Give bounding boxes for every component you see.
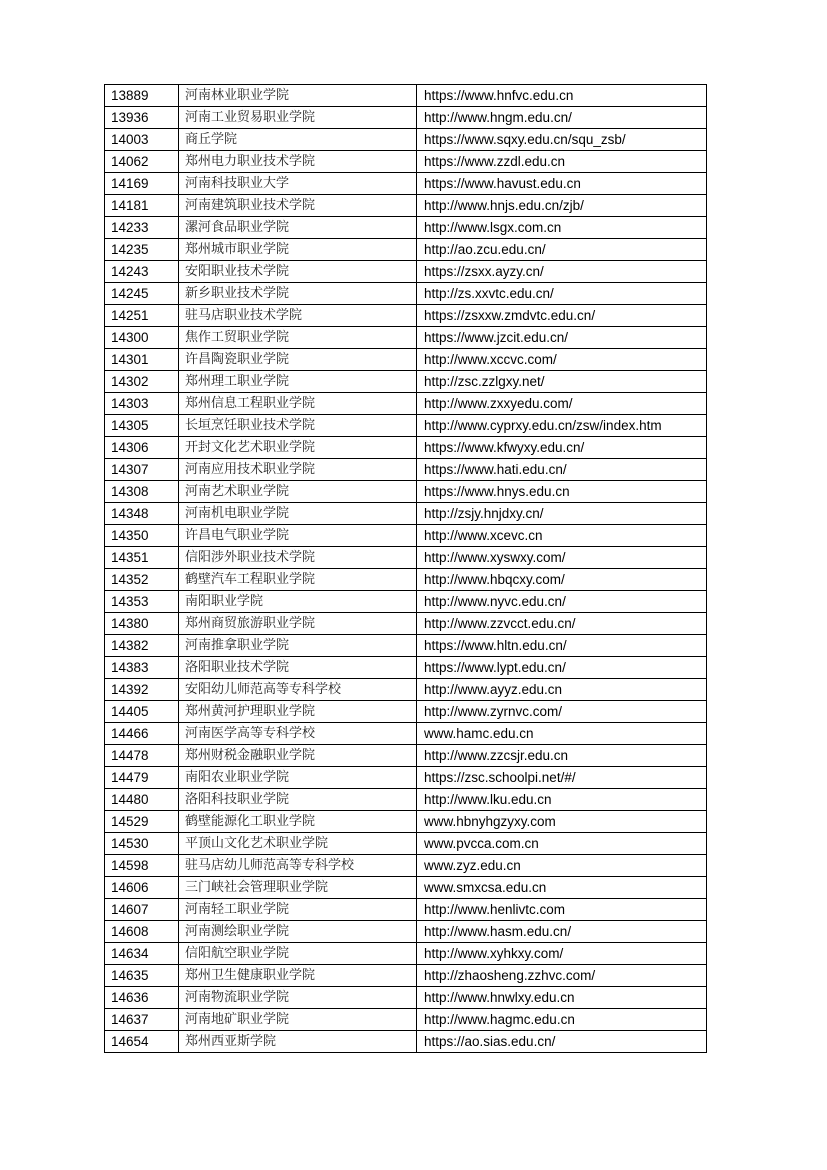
school-url-cell: www.zyz.edu.cn: [417, 855, 707, 877]
table-row: [105, 1031, 707, 1053]
table-row: [105, 85, 707, 107]
table-row: [105, 679, 707, 701]
school-url-cell: https://www.kfwyxy.edu.cn/: [417, 437, 707, 459]
school-url-cell: http://zs.xxvtc.edu.cn/: [417, 283, 707, 305]
school-url-cell: http://www.zzcsjr.edu.cn: [417, 745, 707, 767]
school-table-container: [104, 84, 706, 1053]
school-url-cell: https://www.sqxy.edu.cn/squ_zsb/: [417, 129, 707, 151]
school-url-cell: http://www.hnwlxy.edu.cn: [417, 987, 707, 1009]
school-name-cell: 信阳航空职业学院: [179, 943, 417, 965]
table-row: [105, 943, 707, 965]
school-name-cell: 河南推拿职业学院: [179, 635, 417, 657]
school-code-cell: 14530: [105, 833, 179, 855]
school-name-cell: 南阳职业学院: [179, 591, 417, 613]
school-name-cell: 许昌电气职业学院: [179, 525, 417, 547]
school-url-cell: http://www.ayyz.edu.cn: [417, 679, 707, 701]
school-url-cell: http://zsc.zzlgxy.net/: [417, 371, 707, 393]
school-code-cell: 14003: [105, 129, 179, 151]
school-code-cell: 14306: [105, 437, 179, 459]
school-name-cell: 河南艺术职业学院: [179, 481, 417, 503]
school-url-cell: https://www.zzdl.edu.cn: [417, 151, 707, 173]
school-name-cell: 郑州理工职业学院: [179, 371, 417, 393]
table-row: [105, 877, 707, 899]
school-code-cell: 14352: [105, 569, 179, 591]
school-name-cell: 河南医学高等专科学校: [179, 723, 417, 745]
school-code-cell: 14233: [105, 217, 179, 239]
table-row: [105, 481, 707, 503]
school-code-cell: 14635: [105, 965, 179, 987]
school-url-cell: http://zhaosheng.zzhvc.com/: [417, 965, 707, 987]
school-name-cell: 鹤壁汽车工程职业学院: [179, 569, 417, 591]
table-row: [105, 525, 707, 547]
table-row: [105, 1009, 707, 1031]
school-name-cell: 鹤壁能源化工职业学院: [179, 811, 417, 833]
school-code-cell: 14251: [105, 305, 179, 327]
school-url-cell: http://www.lsgx.com.cn: [417, 217, 707, 239]
table-row: [105, 151, 707, 173]
school-name-cell: 驻马店幼儿师范高等专科学校: [179, 855, 417, 877]
school-name-cell: 郑州信息工程职业学院: [179, 393, 417, 415]
table-row: [105, 173, 707, 195]
school-name-cell: 开封文化艺术职业学院: [179, 437, 417, 459]
school-name-cell: 洛阳科技职业学院: [179, 789, 417, 811]
school-code-cell: 14479: [105, 767, 179, 789]
school-url-cell: http://www.zxxyedu.com/: [417, 393, 707, 415]
school-code-cell: 14608: [105, 921, 179, 943]
school-url-cell: https://www.lypt.edu.cn/: [417, 657, 707, 679]
school-code-cell: 14405: [105, 701, 179, 723]
school-url-cell: https://zsc.schoolpi.net/#/: [417, 767, 707, 789]
school-url-cell: http://www.xyswxy.com/: [417, 547, 707, 569]
school-url-cell: http://www.zyrnvc.com/: [417, 701, 707, 723]
table-row: [105, 129, 707, 151]
school-code-cell: 14062: [105, 151, 179, 173]
school-name-cell: 三门峡社会管理职业学院: [179, 877, 417, 899]
school-code-cell: 14383: [105, 657, 179, 679]
table-row: [105, 767, 707, 789]
table-row: [105, 503, 707, 525]
school-name-cell: 郑州城市职业学院: [179, 239, 417, 261]
school-code-cell: 14305: [105, 415, 179, 437]
table-row: [105, 459, 707, 481]
school-code-cell: 14348: [105, 503, 179, 525]
school-url-cell: http://www.xccvc.com/: [417, 349, 707, 371]
school-code-cell: 13936: [105, 107, 179, 129]
table-row: [105, 855, 707, 877]
school-code-cell: 13889: [105, 85, 179, 107]
table-row: [105, 745, 707, 767]
school-code-cell: 14301: [105, 349, 179, 371]
table-row: [105, 107, 707, 129]
school-code-cell: 14181: [105, 195, 179, 217]
school-code-cell: 14466: [105, 723, 179, 745]
school-name-cell: 河南林业职业学院: [179, 85, 417, 107]
school-name-cell: 河南应用技术职业学院: [179, 459, 417, 481]
school-url-cell: http://www.hagmc.edu.cn: [417, 1009, 707, 1031]
school-code-cell: 14392: [105, 679, 179, 701]
school-code-cell: 14243: [105, 261, 179, 283]
school-url-cell: https://www.hltn.edu.cn/: [417, 635, 707, 657]
school-name-cell: 河南机电职业学院: [179, 503, 417, 525]
school-code-cell: 14382: [105, 635, 179, 657]
school-code-cell: 14169: [105, 173, 179, 195]
school-url-cell: http://zsjy.hnjdxy.cn/: [417, 503, 707, 525]
school-code-cell: 14350: [105, 525, 179, 547]
table-row: [105, 811, 707, 833]
table-row: [105, 283, 707, 305]
school-url-cell: www.hamc.edu.cn: [417, 723, 707, 745]
school-name-cell: 驻马店职业技术学院: [179, 305, 417, 327]
school-url-cell: http://www.hnjs.edu.cn/zjb/: [417, 195, 707, 217]
school-name-cell: 郑州黄河护理职业学院: [179, 701, 417, 723]
table-row: [105, 987, 707, 1009]
school-url-cell: http://www.cyprxy.edu.cn/zsw/index.htm: [417, 415, 707, 437]
school-name-cell: 郑州财税金融职业学院: [179, 745, 417, 767]
table-row: [105, 393, 707, 415]
school-table: [104, 84, 707, 1053]
school-url-cell: www.hbnyhgzyxy.com: [417, 811, 707, 833]
school-name-cell: 郑州西亚斯学院: [179, 1031, 417, 1053]
table-row: [105, 701, 707, 723]
school-name-cell: 焦作工贸职业学院: [179, 327, 417, 349]
table-row: [105, 261, 707, 283]
school-name-cell: 平顶山文化艺术职业学院: [179, 833, 417, 855]
school-code-cell: 14351: [105, 547, 179, 569]
table-row: [105, 371, 707, 393]
school-name-cell: 长垣烹饪职业技术学院: [179, 415, 417, 437]
school-url-cell: https://www.hnfvc.edu.cn: [417, 85, 707, 107]
table-row: [105, 349, 707, 371]
school-code-cell: 14634: [105, 943, 179, 965]
school-name-cell: 河南建筑职业技术学院: [179, 195, 417, 217]
school-name-cell: 河南轻工职业学院: [179, 899, 417, 921]
school-name-cell: 河南测绘职业学院: [179, 921, 417, 943]
school-url-cell: http://www.zzvcct.edu.cn/: [417, 613, 707, 635]
school-name-cell: 洛阳职业技术学院: [179, 657, 417, 679]
school-url-cell: http://www.xyhkxy.com/: [417, 943, 707, 965]
school-code-cell: 14529: [105, 811, 179, 833]
school-url-cell: https://zsxx.ayzy.cn/: [417, 261, 707, 283]
table-row: [105, 195, 707, 217]
school-code-cell: 14606: [105, 877, 179, 899]
school-code-cell: 14303: [105, 393, 179, 415]
school-code-cell: 14245: [105, 283, 179, 305]
school-url-cell: https://www.jzcit.edu.cn/: [417, 327, 707, 349]
school-url-cell: http://www.hasm.edu.cn/: [417, 921, 707, 943]
school-name-cell: 郑州卫生健康职业学院: [179, 965, 417, 987]
school-url-cell: http://ao.zcu.edu.cn/: [417, 239, 707, 261]
school-code-cell: 14307: [105, 459, 179, 481]
school-url-cell: http://www.xcevc.cn: [417, 525, 707, 547]
school-url-cell: http://www.hbqcxy.com/: [417, 569, 707, 591]
school-name-cell: 许昌陶瓷职业学院: [179, 349, 417, 371]
school-name-cell: 郑州电力职业技术学院: [179, 151, 417, 173]
school-code-cell: 14353: [105, 591, 179, 613]
table-row: [105, 657, 707, 679]
school-code-cell: 14380: [105, 613, 179, 635]
school-url-cell: https://zsxxw.zmdvtc.edu.cn/: [417, 305, 707, 327]
table-row: [105, 899, 707, 921]
table-row: [105, 833, 707, 855]
school-url-cell: https://www.havust.edu.cn: [417, 173, 707, 195]
school-url-cell: www.smxcsa.edu.cn: [417, 877, 707, 899]
table-row: [105, 547, 707, 569]
table-row: [105, 921, 707, 943]
school-code-cell: 14308: [105, 481, 179, 503]
school-code-cell: 14636: [105, 987, 179, 1009]
school-name-cell: 南阳农业职业学院: [179, 767, 417, 789]
school-name-cell: 安阳职业技术学院: [179, 261, 417, 283]
school-name-cell: 安阳幼儿师范高等专科学校: [179, 679, 417, 701]
table-row: [105, 965, 707, 987]
table-row: [105, 217, 707, 239]
school-name-cell: 河南工业贸易职业学院: [179, 107, 417, 129]
school-url-cell: http://www.nyvc.edu.cn/: [417, 591, 707, 613]
school-code-cell: 14607: [105, 899, 179, 921]
school-name-cell: 河南地矿职业学院: [179, 1009, 417, 1031]
school-url-cell: http://www.lku.edu.cn: [417, 789, 707, 811]
table-row: [105, 437, 707, 459]
school-code-cell: 14235: [105, 239, 179, 261]
school-code-cell: 14637: [105, 1009, 179, 1031]
school-table-body: [105, 85, 707, 1053]
school-url-cell: https://ao.sias.edu.cn/: [417, 1031, 707, 1053]
school-name-cell: 信阳涉外职业技术学院: [179, 547, 417, 569]
school-name-cell: 河南物流职业学院: [179, 987, 417, 1009]
school-code-cell: 14300: [105, 327, 179, 349]
school-name-cell: 商丘学院: [179, 129, 417, 151]
school-code-cell: 14478: [105, 745, 179, 767]
school-name-cell: 郑州商贸旅游职业学院: [179, 613, 417, 635]
school-url-cell: http://www.henlivtc.com: [417, 899, 707, 921]
school-name-cell: 河南科技职业大学: [179, 173, 417, 195]
table-row: [105, 789, 707, 811]
table-row: [105, 569, 707, 591]
school-code-cell: 14480: [105, 789, 179, 811]
school-url-cell: https://www.hati.edu.cn/: [417, 459, 707, 481]
table-row: [105, 591, 707, 613]
table-row: [105, 305, 707, 327]
school-url-cell: http://www.hngm.edu.cn/: [417, 107, 707, 129]
school-name-cell: 漯河食品职业学院: [179, 217, 417, 239]
school-code-cell: 14598: [105, 855, 179, 877]
table-row: [105, 613, 707, 635]
table-row: [105, 327, 707, 349]
school-code-cell: 14302: [105, 371, 179, 393]
school-code-cell: 14654: [105, 1031, 179, 1053]
school-url-cell: www.pvcca.com.cn: [417, 833, 707, 855]
school-url-cell: https://www.hnys.edu.cn: [417, 481, 707, 503]
table-row: [105, 415, 707, 437]
table-row: [105, 635, 707, 657]
table-row: [105, 239, 707, 261]
school-name-cell: 新乡职业技术学院: [179, 283, 417, 305]
table-row: [105, 723, 707, 745]
